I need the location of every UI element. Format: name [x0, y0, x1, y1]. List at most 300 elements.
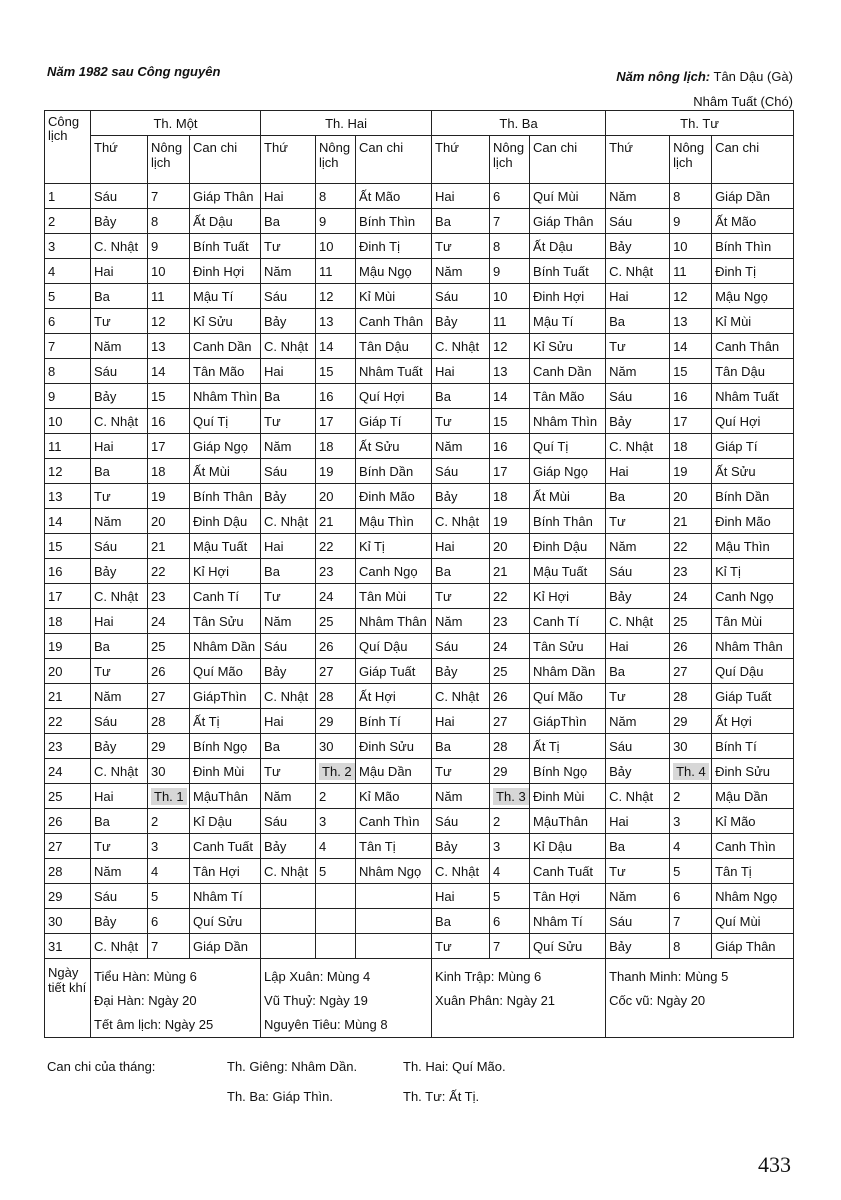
- cell-text: Sáu: [264, 813, 288, 829]
- weekday-cell: [91, 384, 148, 409]
- weekday-column-header: Thứ: [261, 136, 316, 184]
- canchi-day-cell: [356, 534, 432, 559]
- cell-text: Đinh Dậu: [193, 513, 248, 529]
- cell-text: Canh Ngọ: [359, 563, 418, 579]
- cell-text: Nhâm Ngọ: [715, 888, 778, 904]
- table-row: [45, 809, 794, 834]
- cell-text: Sáu: [435, 463, 459, 479]
- weekday-cell: [606, 609, 670, 634]
- solar-day-cell: [45, 459, 91, 484]
- weekday-cell: [432, 784, 490, 809]
- lunar-day-cell: [148, 259, 190, 284]
- canchi-day-cell: [530, 484, 606, 509]
- lunar-day-cell: [490, 209, 530, 234]
- weekday-cell: [261, 884, 316, 909]
- canchi-day-cell: [530, 309, 606, 334]
- table-row: [45, 684, 794, 709]
- cell-text: Mậu Tuất: [193, 538, 248, 554]
- canchi-day-cell: [530, 534, 606, 559]
- cell-text: 14: [673, 338, 688, 354]
- cell-text: Giáp Ngọ: [193, 438, 248, 454]
- weekday-cell: [432, 909, 490, 934]
- table-row: [45, 309, 794, 334]
- weekday-cell: [91, 834, 148, 859]
- weekday-cell: [91, 409, 148, 434]
- canchi-day-cell: [712, 684, 794, 709]
- solar-day-cell: [45, 359, 91, 384]
- lunar-day-cell: [148, 459, 190, 484]
- cell-text: Hai: [435, 888, 455, 904]
- cell-text: Hai: [609, 813, 629, 829]
- lunar-day-cell: [148, 834, 190, 859]
- weekday-cell: [91, 734, 148, 759]
- canchi-month-4: Th. Tư: Ất Tị.: [403, 1089, 480, 1104]
- canchi-day-cell: [530, 509, 606, 534]
- calendar-table: [44, 110, 794, 1038]
- cell-text: C. Nhật: [435, 863, 480, 879]
- cell-text: Hai: [94, 788, 114, 804]
- canchi-day-cell: [530, 184, 606, 209]
- canchi-column-header: Can chi: [190, 136, 261, 184]
- cell-text: Sáu: [94, 363, 118, 379]
- weekday-cell: [606, 534, 670, 559]
- solar-day-cell: [45, 384, 91, 409]
- cell-text: 22: [151, 563, 166, 579]
- table-row: [45, 184, 794, 209]
- canchi-day-cell: [712, 334, 794, 359]
- lunar-day-cell: [148, 659, 190, 684]
- cell-text: 28: [48, 863, 63, 879]
- solar-term-entry: Xuân Phân: Ngày 21: [435, 993, 556, 1008]
- weekday-cell: [261, 834, 316, 859]
- weekday-cell: [432, 859, 490, 884]
- lunar-day-cell: [670, 534, 712, 559]
- canchi-day-cell: [190, 459, 261, 484]
- canchi-day-cell: [356, 659, 432, 684]
- cell-text: Giáp Thân: [533, 213, 594, 229]
- cell-text: 12: [48, 463, 63, 479]
- cell-text: Tân Tị: [715, 863, 752, 879]
- lunar-day-cell: [670, 559, 712, 584]
- cell-text: Năm: [435, 613, 463, 629]
- cell-text: 12: [151, 313, 166, 329]
- lunar-day-cell: [490, 634, 530, 659]
- lunar-day-cell: [670, 909, 712, 934]
- canchi-day-cell: [356, 234, 432, 259]
- weekday-cell: [91, 784, 148, 809]
- cell-text: Bảy: [609, 413, 632, 429]
- cell-text: C. Nhật: [94, 938, 139, 954]
- weekday-cell: [261, 484, 316, 509]
- lunar-day-cell: [316, 934, 356, 959]
- weekday-cell: [261, 934, 316, 959]
- lunar-day-cell: [490, 359, 530, 384]
- cell-text: Bảy: [264, 663, 287, 679]
- cell-text: 24: [319, 588, 334, 604]
- month-header: Th. Hai: [261, 111, 432, 136]
- canchi-day-cell: [712, 809, 794, 834]
- canchi-day-cell: [356, 484, 432, 509]
- canchi-day-cell: [712, 784, 794, 809]
- canchi-day-cell: [190, 509, 261, 534]
- cell-text: Đinh Tị: [359, 238, 400, 254]
- lunar-day-cell: [316, 909, 356, 934]
- cell-text: 6: [673, 888, 681, 904]
- cell-text: 20: [319, 488, 334, 504]
- lunar-day-cell: [490, 234, 530, 259]
- cell-text: C. Nhật: [435, 338, 480, 354]
- cell-text: GiápThìn: [193, 688, 247, 704]
- lunar-day-cell: [670, 934, 712, 959]
- cell-text: Bảy: [609, 588, 632, 604]
- cell-text: Nhâm Tuất: [359, 363, 423, 379]
- canchi-day-cell: [190, 184, 261, 209]
- canchi-day-cell: [530, 609, 606, 634]
- cell-text: 4: [151, 863, 159, 879]
- lunar-day-cell: [316, 284, 356, 309]
- cell-text: Hai: [609, 638, 629, 654]
- cell-text: Giáp Tí: [359, 413, 402, 429]
- cell-text: Canh Thân: [359, 313, 424, 329]
- canchi-column-header: Can chi: [530, 136, 606, 184]
- canchi-day-cell: [530, 684, 606, 709]
- weekday-cell: [91, 634, 148, 659]
- month-header: Th. Ba: [432, 111, 606, 136]
- weekday-cell: [91, 359, 148, 384]
- canchi-day-cell: [530, 584, 606, 609]
- lunar-day-cell: [316, 709, 356, 734]
- cell-text: 26: [493, 688, 508, 704]
- table-row: [45, 334, 794, 359]
- cell-text: Ba: [609, 663, 625, 679]
- solar-term-entry: Tiểu Hàn: Mùng 6: [94, 969, 197, 984]
- weekday-cell: [606, 384, 670, 409]
- solar-day-cell: [45, 809, 91, 834]
- weekday-cell: [261, 634, 316, 659]
- cell-text: Ba: [94, 463, 110, 479]
- solar-day-cell: [45, 209, 91, 234]
- cell-text: 8: [673, 188, 681, 204]
- cell-text: Ất Sửu: [359, 438, 400, 454]
- weekday-cell: [606, 509, 670, 534]
- month-start-marker: Th. 1: [151, 788, 187, 805]
- cell-text: Nhâm Thìn: [193, 388, 258, 404]
- lunar-day-cell: [148, 509, 190, 534]
- canchi-day-cell: [712, 309, 794, 334]
- cell-text: 7: [673, 913, 681, 929]
- weekday-cell: [606, 434, 670, 459]
- month-header: Th. Tư: [606, 111, 794, 136]
- cell-text: Đinh Mùi: [193, 763, 245, 779]
- weekday-cell: [432, 459, 490, 484]
- cell-text: Tân Sửu: [193, 613, 244, 629]
- weekday-cell: [432, 734, 490, 759]
- solar-terms-month: [432, 959, 606, 1038]
- cell-text: Tư: [435, 413, 452, 429]
- weekday-cell: [432, 409, 490, 434]
- cell-text: Đinh Mão: [359, 488, 415, 504]
- cell-text: 10: [493, 288, 508, 304]
- cell-text: Bính Ngọ: [193, 738, 248, 754]
- canchi-day-cell: [712, 534, 794, 559]
- cell-text: Mậu Tí: [193, 288, 234, 304]
- canchi-day-cell: [356, 334, 432, 359]
- canchi-day-cell: [356, 784, 432, 809]
- cell-text: Tư: [264, 413, 281, 429]
- solar-term-entry: Vũ Thuỷ: Ngày 19: [264, 993, 368, 1008]
- cell-text: C. Nhật: [609, 263, 654, 279]
- canchi-day-cell: [356, 434, 432, 459]
- cell-text: 13: [151, 338, 166, 354]
- cell-text: 12: [493, 338, 508, 354]
- lunar-day-cell: [490, 259, 530, 284]
- lunar-day-cell: [148, 559, 190, 584]
- weekday-column-header: Thứ: [432, 136, 490, 184]
- weekday-cell: [91, 759, 148, 784]
- weekday-cell: [91, 884, 148, 909]
- lunar-day-cell: [490, 859, 530, 884]
- canchi-month-3: Th. Ba: Giáp Thìn.: [227, 1089, 333, 1104]
- canchi-day-cell: [530, 734, 606, 759]
- weekday-cell: [261, 259, 316, 284]
- solar-day-cell: [45, 909, 91, 934]
- lunar-day-cell: [316, 209, 356, 234]
- weekday-cell: [91, 434, 148, 459]
- weekday-cell: [261, 459, 316, 484]
- cell-text: 31: [48, 938, 63, 954]
- page-header-lunar-year: [616, 64, 793, 114]
- solar-terms-month: [606, 959, 794, 1038]
- cell-text: 15: [673, 363, 688, 379]
- cell-text: 10: [151, 263, 166, 279]
- canchi-column-header: Can chi: [712, 136, 794, 184]
- solar-day-cell: [45, 759, 91, 784]
- canchi-day-cell: [190, 734, 261, 759]
- cell-text: C. Nhật: [435, 688, 480, 704]
- cell-text: Bính Dần: [715, 488, 770, 504]
- lunar-day-cell: [316, 234, 356, 259]
- lunar-day-cell: [490, 609, 530, 634]
- weekday-cell: [606, 784, 670, 809]
- weekday-cell: [606, 234, 670, 259]
- solar-day-cell: [45, 734, 91, 759]
- solar-day-cell: [45, 634, 91, 659]
- cell-text: Năm: [264, 438, 292, 454]
- canchi-day-cell: [356, 584, 432, 609]
- lunar-year-value-2: Nhâm Tuất (Chó): [693, 94, 793, 109]
- weekday-cell: [432, 284, 490, 309]
- lunar-day-cell: [670, 509, 712, 534]
- cell-text: 9: [151, 238, 159, 254]
- lunar-day-cell: [490, 759, 530, 784]
- weekday-cell: [606, 334, 670, 359]
- solar-day-cell: [45, 284, 91, 309]
- cell-text: Nhâm Dần: [193, 638, 256, 654]
- weekday-cell: [606, 734, 670, 759]
- cell-text: 30: [673, 738, 688, 754]
- solar-day-cell: [45, 234, 91, 259]
- canchi-day-cell: [190, 859, 261, 884]
- canchi-day-cell: [356, 734, 432, 759]
- cell-text: 16: [48, 563, 63, 579]
- canchi-day-cell: [712, 659, 794, 684]
- canchi-day-cell: [530, 259, 606, 284]
- canchi-day-cell: [530, 334, 606, 359]
- weekday-cell: [432, 359, 490, 384]
- cell-text: Quí Mùi: [715, 913, 761, 929]
- cell-text: 18: [48, 613, 63, 629]
- cell-text: 27: [48, 838, 63, 854]
- table-row: [45, 409, 794, 434]
- cell-text: 29: [319, 713, 334, 729]
- cell-text: 29: [151, 738, 166, 754]
- lunar-day-cell: [490, 409, 530, 434]
- canchi-day-cell: [712, 709, 794, 734]
- weekday-cell: [432, 484, 490, 509]
- solar-day-cell: [45, 484, 91, 509]
- cell-text: Ba: [94, 288, 110, 304]
- cell-text: 11: [319, 263, 333, 279]
- canchi-day-cell: [530, 434, 606, 459]
- canchi-day-cell: [712, 209, 794, 234]
- cell-text: 26: [151, 663, 166, 679]
- cell-text: Nhâm Tuất: [715, 388, 779, 404]
- lunar-day-cell: [670, 209, 712, 234]
- cell-text: Sáu: [94, 538, 118, 554]
- solar-day-cell: [45, 709, 91, 734]
- cell-text: Nhâm Dần: [533, 663, 596, 679]
- cell-text: Canh Dần: [193, 338, 252, 354]
- weekday-cell: [432, 634, 490, 659]
- cell-text: 17: [151, 438, 166, 454]
- weekday-cell: [91, 309, 148, 334]
- cell-text: Quí Sửu: [533, 938, 583, 954]
- cell-text: Năm: [435, 788, 463, 804]
- weekday-cell: [606, 409, 670, 434]
- lunar-day-cell: [670, 734, 712, 759]
- cell-text: 19: [493, 513, 508, 529]
- lunar-day-cell: [316, 484, 356, 509]
- month-header-row: [45, 111, 794, 136]
- canchi-day-cell: [356, 609, 432, 634]
- lunar-day-cell: [490, 684, 530, 709]
- cell-text: Giáp Tuất: [715, 688, 772, 704]
- canchi-day-cell: [530, 834, 606, 859]
- cell-text: 5: [151, 888, 159, 904]
- cell-text: Bảy: [609, 238, 632, 254]
- cell-text: Nhâm Tí: [533, 913, 583, 929]
- cell-text: 11: [151, 288, 165, 304]
- table-row: [45, 734, 794, 759]
- weekday-cell: [91, 559, 148, 584]
- cell-text: Bính Tuất: [193, 238, 249, 254]
- cell-text: Sáu: [609, 913, 633, 929]
- table-row: [45, 484, 794, 509]
- lunar-day-cell: [316, 734, 356, 759]
- cell-text: C. Nhật: [435, 513, 480, 529]
- cell-text: 20: [151, 513, 166, 529]
- cell-text: 9: [319, 213, 327, 229]
- lunar-day-cell: [148, 209, 190, 234]
- canchi-day-cell: [190, 809, 261, 834]
- cell-text: 11: [48, 438, 62, 454]
- cell-text: Kỉ Dậu: [533, 838, 573, 854]
- canchi-day-cell: [356, 934, 432, 959]
- cell-text: 19: [673, 463, 688, 479]
- cell-text: Sáu: [94, 888, 118, 904]
- canchi-day-cell: [356, 384, 432, 409]
- cell-text: Bính Thân: [193, 488, 253, 504]
- weekday-cell: [261, 659, 316, 684]
- weekday-cell: [606, 259, 670, 284]
- cell-text: Hai: [94, 613, 114, 629]
- cell-text: Tân Mão: [533, 388, 585, 404]
- cell-text: 14: [48, 513, 63, 529]
- weekday-cell: [606, 359, 670, 384]
- cell-text: Tư: [264, 588, 281, 604]
- cell-text: Quí Mùi: [533, 188, 579, 204]
- cell-text: Mậu Ngọ: [715, 288, 768, 304]
- lunar-day-cell: [148, 684, 190, 709]
- canchi-day-cell: [190, 584, 261, 609]
- cell-text: Sáu: [609, 738, 633, 754]
- cell-text: 21: [493, 563, 508, 579]
- cell-text: Năm: [94, 338, 122, 354]
- cell-text: Bảy: [609, 938, 632, 954]
- lunar-day-cell: [316, 559, 356, 584]
- cell-text: Ba: [609, 838, 625, 854]
- lunar-day-cell: [148, 909, 190, 934]
- cell-text: Ất Hợi: [715, 713, 752, 729]
- solar-day-cell: [45, 584, 91, 609]
- cell-text: 4: [673, 838, 681, 854]
- canchi-day-cell: [712, 384, 794, 409]
- cell-text: Hai: [264, 538, 284, 554]
- weekday-cell: [91, 459, 148, 484]
- table-row: [45, 384, 794, 409]
- cell-text: 2: [48, 213, 56, 229]
- lunar-day-cell: [670, 659, 712, 684]
- lunar-day-column-header: Nông lịch: [148, 136, 190, 184]
- cell-text: MậuThân: [533, 813, 588, 829]
- cell-text: Nhâm Ngọ: [359, 863, 422, 879]
- table-row: [45, 784, 794, 809]
- weekday-cell: [606, 209, 670, 234]
- cell-text: Ba: [435, 563, 451, 579]
- cell-text: 22: [673, 538, 688, 554]
- lunar-day-cell: [490, 509, 530, 534]
- cell-text: 16: [493, 438, 508, 454]
- cell-text: 15: [319, 363, 334, 379]
- cell-text: Bảy: [264, 313, 287, 329]
- weekday-cell: [261, 759, 316, 784]
- cell-text: Sáu: [435, 288, 459, 304]
- lunar-day-cell: [670, 334, 712, 359]
- solar-day-cell: [45, 309, 91, 334]
- lunar-day-cell: [316, 259, 356, 284]
- cell-text: Bính Thân: [533, 513, 593, 529]
- canchi-day-cell: [356, 309, 432, 334]
- canchi-day-cell: [530, 859, 606, 884]
- cell-text: Năm: [264, 788, 292, 804]
- table-row: [45, 884, 794, 909]
- weekday-cell: [606, 809, 670, 834]
- canchi-day-cell: [712, 859, 794, 884]
- cell-text: Ất Dậu: [533, 238, 573, 254]
- cell-text: Ba: [435, 738, 451, 754]
- canchi-day-cell: [530, 784, 606, 809]
- canchi-day-cell: [530, 359, 606, 384]
